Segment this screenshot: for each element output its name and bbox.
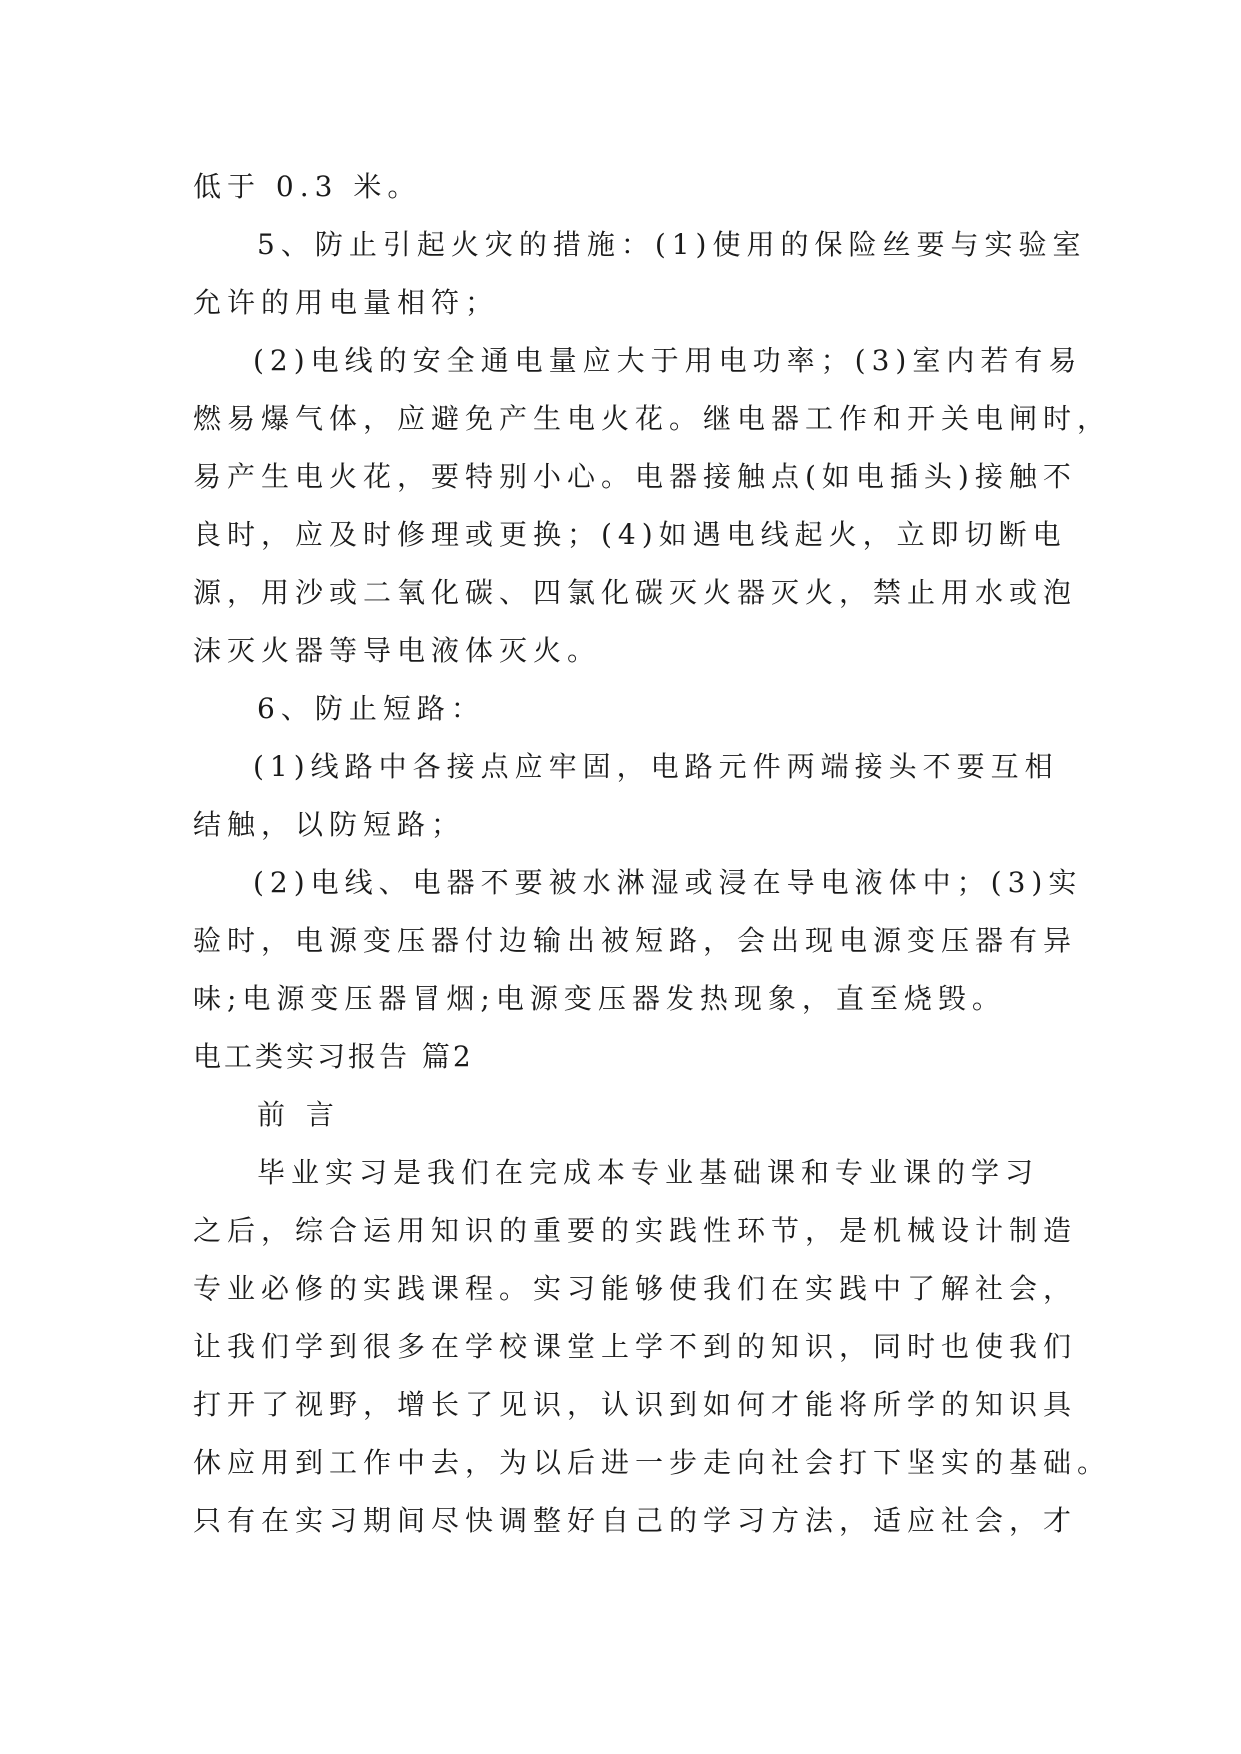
text-line: 5、防止引起火灾的措施：(1)使用的保险丝要与实验室 — [257, 228, 1087, 261]
text-line: (2)电线、电器不要被水淋湿或浸在导电液体中；(3)实 — [253, 866, 1083, 899]
text-line: (1)线路中各接点应牢固，电路元件两端接头不要互相 — [253, 750, 1059, 783]
text-line: 毕业实习是我们在完成本专业基础课和专业课的学习 — [257, 1156, 1040, 1189]
text-line: 易产生电火花，要特别小心。电器接触点(如电插头)接触不 — [193, 460, 1077, 493]
text-line: 良时，应及时修理或更换；(4)如遇电线起火，立即切断电 — [193, 518, 1067, 551]
text-line: 验时，电源变压器付边输出被短路，会出现电源变压器有异 — [193, 924, 1078, 957]
text-line: 沫灭火器等导电液体灭火。 — [193, 634, 602, 667]
text-line: 低于 0.3 米。 — [193, 170, 422, 203]
section-heading: 电工类实习报告 篇2 — [193, 1040, 474, 1073]
text-line: 让我们学到很多在学校课堂上学不到的知识，同时也使我们 — [193, 1330, 1078, 1363]
text-line: 允许的用电量相符； — [193, 286, 500, 319]
text-line: 味;电源变压器冒烟;电源变压器发热现象，直至烧毁。 — [193, 982, 1006, 1015]
text-line: 源，用沙或二氧化碳、四氯化碳灭火器灭火，禁止用水或泡 — [193, 576, 1078, 609]
text-line: 6、防止短路： — [257, 692, 485, 725]
text-line: 专业必修的实践课程。实习能够使我们在实践中了解社会， — [193, 1272, 1078, 1305]
text-line: (2)电线的安全通电量应大于用电功率；(3)室内若有易 — [253, 344, 1083, 377]
text-line: 打开了视野，增长了见识，认识到如何才能将所学的知识具 — [193, 1388, 1078, 1421]
text-line: 只有在实习期间尽快调整好自己的学习方法，适应社会，才 — [193, 1504, 1078, 1537]
text-line: 燃易爆气体，应避免产生电火花。继电器工作和开关电闸时， — [193, 402, 1112, 435]
text-line: 结触，以防短路； — [193, 808, 466, 841]
text-line: 休应用到工作中去，为以后进一步走向社会打下坚实的基础。 — [193, 1446, 1112, 1479]
foreword-heading: 前 言 — [257, 1098, 340, 1131]
document-page — [193, 158, 1112, 1550]
text-line: 之后，综合运用知识的重要的实践性环节，是机械设计制造 — [193, 1214, 1078, 1247]
